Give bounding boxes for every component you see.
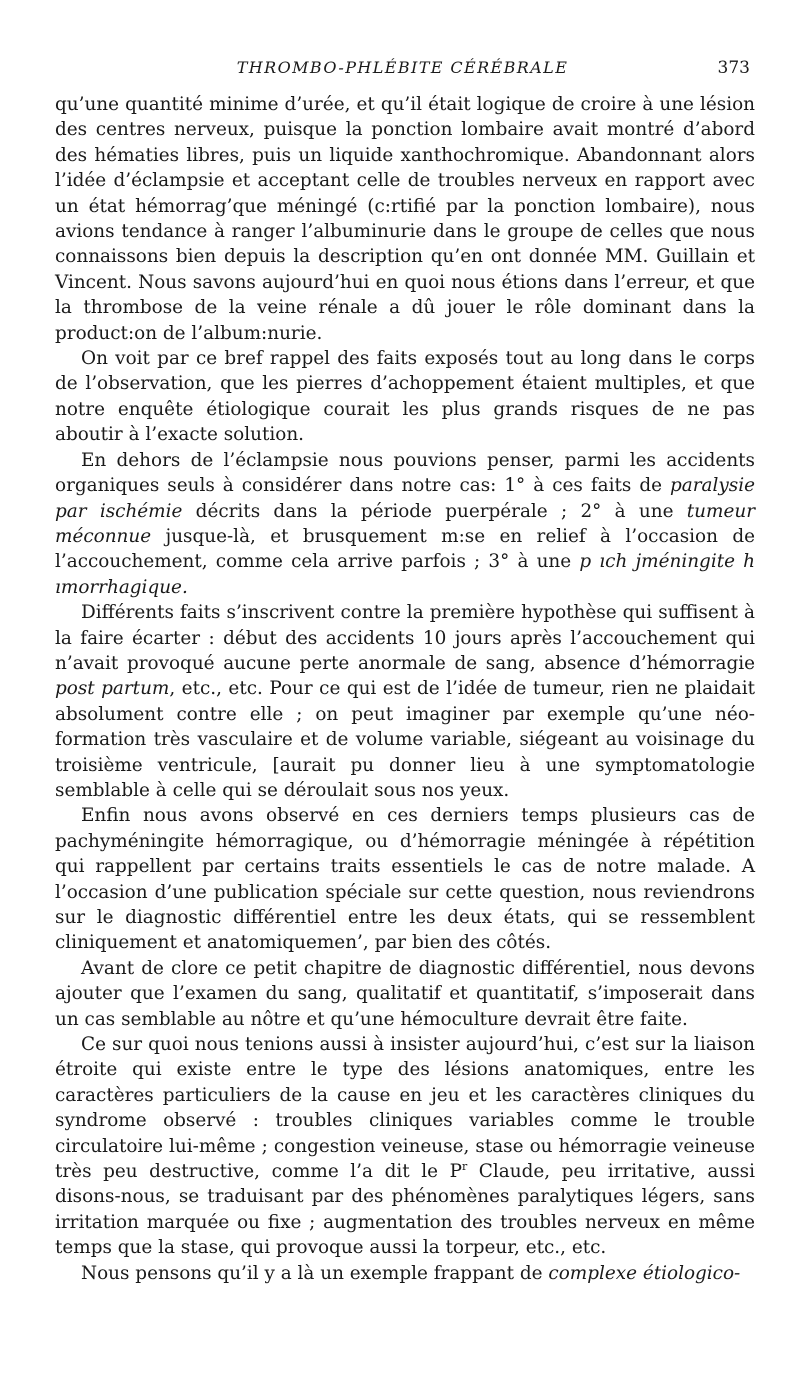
italic-term: tumeur méconnue	[55, 500, 755, 547]
paragraph	[55, 803, 755, 955]
paragraph	[55, 346, 755, 448]
text-run: Enfin nous avons observé en ces derniers temps plusieurs cas de pachyméningite hémorragique, ou d’hémorragie méningée à répétition qui rappellent par certains traits essentiels le cas de notre malade. A l’occasion d’une publication spéciale sur cette question, nous reviendrons sur le diagnostic différentiel entre les deux états, qui se ressemblent cliniquement et anatomiquemen’, par bien des côtés.	[55, 805, 755, 954]
italic-term: complexe étiologico-	[548, 1262, 741, 1284]
italic-term: paralysie par ischémie	[55, 475, 755, 522]
page-number: 373	[717, 58, 750, 78]
paragraph	[55, 1032, 755, 1261]
text-run: Différents faits s’inscrivent contre la première hypothèse qui suffisent à la faire écarter : début des accidents 10 jours après l’accouchement qui n’avait provoqué aucune perte anormale de sang, absence d’hémorragie	[55, 602, 755, 674]
text-run: Claude, peu irritative, aussi disons-nous, se traduisant par des phénomènes paralytiques légers, sans irritation marquée ou fixe ; augmentation des troubles nerveux en même temps que la stase, qui provoque aussi la torpeur, etc., etc.	[55, 1161, 755, 1259]
paragraph	[55, 448, 755, 600]
text-run: Avant de clore ce petit chapitre de diagnostic différentiel, nous devons ajouter que l’examen du sang, qualitatif et quantitatif, s’imposerait dans un cas semblable au nôtre et qu’une hémoculture devrait être faite.	[55, 957, 755, 1030]
running-title: THROMBO-PHLÉBITE CÉRÉBRALE	[236, 58, 569, 77]
italic-term: p ıch jméningite h ımorrhagique.	[55, 551, 755, 598]
italic-term: post partum	[55, 678, 170, 700]
text-run: Nous pensons qu’il y a là un exemple frappant de	[81, 1262, 549, 1284]
paragraph-continued	[55, 92, 755, 346]
page-header	[55, 58, 750, 84]
paragraph	[55, 956, 755, 1032]
paragraph	[55, 1261, 755, 1286]
text-run: Ce sur quoi nous tenions aussi à insister aujourd’hui, c’est sur la liaison étroite qui existe entre le type des lésions anatomiques, entre les caractères particuliers de la cause en jeu et les caractères cliniques du syndrome observé : troubles cliniques variables comme le trouble circulatoire lui-même ; congestion veineuse, stase ou hémorragie veineuse très peu destructive, comme l’a dit le P	[55, 1034, 755, 1183]
text-run: décrits dans la période puerpérale ; 2° à une	[182, 500, 687, 522]
text-run: qu’une quantité minime d’urée, et qu’il était logique de croire à une lésion des centres nerveux, puisque la ponction lombaire avait montré d’abord des hématies libres, puis un liquide xanthochromique. Abandonnant alors l’idée d’éclampsie et acceptant celle de troubles nerveux en rapport avec un état hémorrag’que méningé (c:rtifié par la ponction lombaire), nous avions tendance à ranger l’albuminurie dans le groupe de celles que nous connaissons bien depuis la description qu’en ont donnée MM. Guillain et Vincent. Nous savons aujourd’hui en quoi nous étions dans l’erreur, et que la thrombose de la veine rénale a dû jouer le rôle dominant dans la product:on de l’album:nurie.	[55, 94, 755, 344]
superscript: r	[461, 1159, 468, 1173]
paragraph	[55, 600, 755, 803]
text-run: , etc., etc. Pour ce qui est de l’idée de tumeur, rien ne plaidait absolument contre elle ; on peut imaginer par exemple qu’une néo-formation très vasculaire et de volume variable, siégeant au voisinage du troisième ventricule, [aurait pu donner lieu à une symptomatologie semblable à celle qui se déroulait sous nos yeux.	[55, 678, 755, 801]
text-run: jusque-là, et brusquement m:se en relief à l’occasion de l’accouchement, comme cela arrive parfois ; 3° à une	[55, 525, 755, 573]
body-text	[55, 92, 755, 1286]
text-run: On voit par ce bref rappel des faits exposés tout au long dans le corps de l’observation, que les pierres d’achoppement étaient multiples, et que notre enquête étiologique courait les plus grands risques de ne pas aboutir à l’exacte solution.	[55, 348, 755, 446]
text-run: En dehors de l’éclampsie nous pouvions penser, parmi les accidents organiques seuls à considérer dans notre cas: 1° à ces faits de	[55, 449, 755, 497]
